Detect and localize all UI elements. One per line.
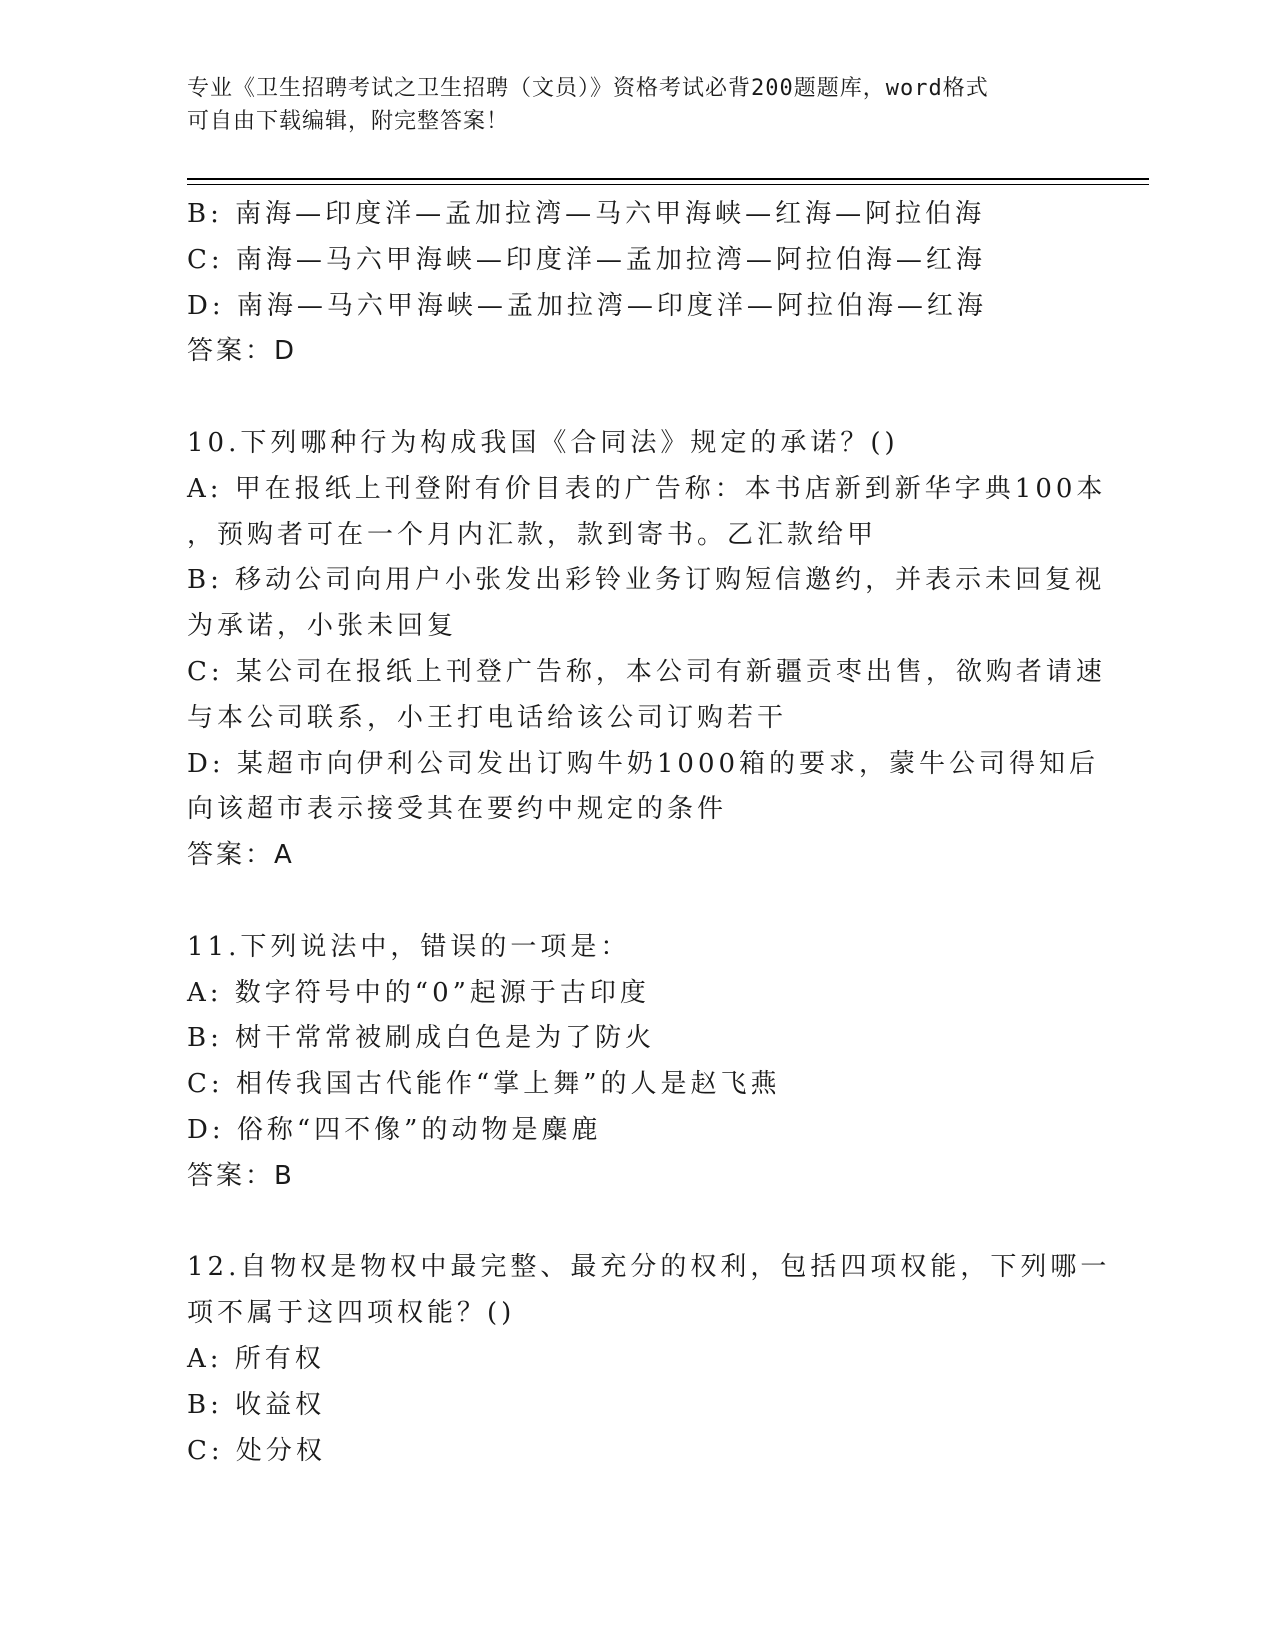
q9-answer: 答案：D: [187, 336, 298, 367]
header-title-line-1: 专业《卫生招聘考试之卫生招聘（文员）》资格考试必背200题题库，word格式: [187, 76, 989, 101]
q10-option-c-line-2: 与本公司联系，小王打电话给该公司订购若干: [187, 702, 788, 733]
question-11: [187, 925, 1087, 1200]
q10-option-c-line-1: C: 某公司在报纸上刊登广告称，本公司有新疆贡枣出售，欲购者请速: [187, 656, 1106, 687]
q12-option-b: B: 收益权: [187, 1389, 326, 1420]
q10-answer: 答案：A: [187, 840, 295, 871]
q9-option-b: B: 南海—印度洋—孟加拉湾—马六甲海峡—红海—阿拉伯海: [187, 199, 986, 229]
q11-question: 11.下列说法中，错误的一项是：: [187, 931, 631, 962]
q10-option-a-line-1: A: 甲在报纸上刊登附有价目表的广告称：本书店新到新华字典100本: [187, 473, 1107, 504]
q10-option-d-line-1: D: 某超市向伊利公司发出订购牛奶1000箱的要求，蒙牛公司得知后: [187, 748, 1100, 779]
question-9-continued: [187, 192, 1087, 375]
question-spacer: [187, 1200, 1087, 1246]
q10-option-b-line-2: 为承诺，小张未回复: [187, 611, 458, 642]
header-divider-thin: [187, 184, 1149, 185]
question-spacer: [187, 375, 1087, 421]
q9-option-c: C: 南海—马六甲海峡—印度洋—孟加拉湾—阿拉伯海—红海: [187, 244, 986, 275]
question-12: [187, 1245, 1111, 1474]
q12-question-line-1: 12.自物权是物权中最完整、最充分的权利，包括四项权能，下列哪一: [187, 1252, 1111, 1283]
q11-option-c: C: 相传我国古代能作“掌上舞”的人是赵飞燕: [187, 1069, 781, 1100]
q10-option-a-line-2: ，预购者可在一个月内汇款，款到寄书。乙汇款给甲: [187, 519, 878, 550]
document-header: [187, 72, 1087, 138]
question-spacer: [187, 879, 1087, 925]
q10-option-d-line-2: 向该超市表示接受其在要约中规定的条件: [187, 794, 728, 825]
question-10: [187, 421, 1107, 879]
q11-option-b: B: 树干常常被刷成白色是为了防火: [187, 1023, 656, 1054]
q12-question-line-2: 项不属于这四项权能？(): [187, 1298, 516, 1329]
q11-option-a: A: 数字符号中的“0”起源于古印度: [187, 977, 650, 1008]
header-divider-thick: [187, 178, 1149, 180]
q12-option-c: C: 处分权: [187, 1435, 326, 1466]
q10-question: 10.下列哪种行为构成我国《合同法》规定的承诺？(): [187, 427, 899, 458]
q11-answer: 答案：B: [187, 1160, 295, 1191]
q9-option-d: D: 南海—马六甲海峡—孟加拉湾—印度洋—阿拉伯海—红海: [187, 290, 987, 321]
q10-option-b-line-1: B: 移动公司向用户小张发出彩铃业务订购短信邀约，并表示未回复视: [187, 565, 1106, 596]
q11-option-d: D: 俗称“四不像”的动物是麋鹿: [187, 1114, 602, 1145]
document-body: [187, 192, 1111, 1474]
header-title-line-2: 可自由下载编辑，附完整答案！: [187, 109, 510, 134]
q12-option-a: A: 所有权: [187, 1343, 325, 1374]
